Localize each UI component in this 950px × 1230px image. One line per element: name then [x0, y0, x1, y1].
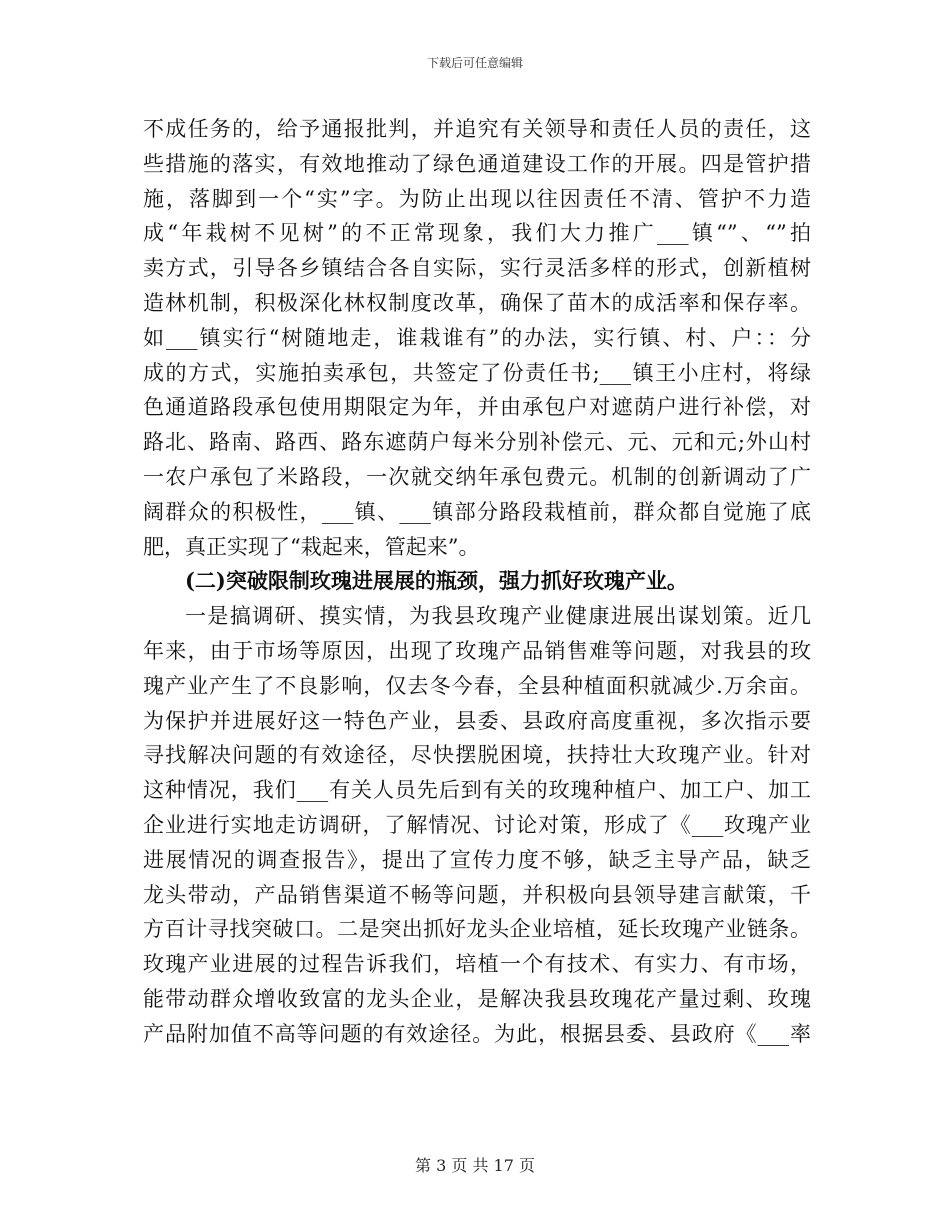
- page-footer: 第 3 页 共 17 页: [415, 1156, 535, 1175]
- text-line: 瑰产业产生了不良影响，仅去冬今春，全县种植面积就减少.万余亩。: [143, 673, 811, 698]
- paragraph-2: [143, 599, 811, 1051]
- text-line: 色通道路段承包使用期限定为年，并由承包户对遮荫户进行补偿，对: [143, 395, 811, 420]
- body-text: [143, 112, 811, 1052]
- section-heading: (二)突破限制玫瑰进展展的瓶颈，强力抓好玫瑰产业。: [185, 568, 688, 594]
- text-line: 路北、路南、路西、路东遮荫户每米分别补偿元、元、元和元;外山村: [143, 430, 811, 455]
- text-line: 阔群众的积极性，___镇、___镇部分路段栽植前，群众都自觉施了底: [143, 499, 811, 524]
- text-line: 一农户承包了米路段，一次就交纳年承包费元。机制的创新调动了广: [143, 464, 811, 489]
- text-line: 这种情况，我们___有关人员先后到有关的玫瑰种植户、加工户、加工: [143, 778, 811, 803]
- text-line: 如___镇实行“树随地走，谁栽谁有”的办法，实行镇、村、户：：分: [143, 325, 811, 350]
- text-line: 肥，真正实现了“栽起来，管起来”。: [143, 534, 480, 559]
- text-line: 能带动群众增收致富的龙头企业，是解决我县玫瑰花产量过剩、玫瑰: [143, 986, 811, 1011]
- text-line: 一是搞调研、摸实情，为我县玫瑰产业健康进展出谋划策。近几: [185, 604, 811, 629]
- text-line: 龙头带动，产品销售渠道不畅等问题，并积极向县领导建言献策，千: [143, 882, 811, 907]
- text-line: 些措施的落实，有效地推动了绿色通道建设工作的开展。四是管护措: [143, 151, 811, 176]
- text-line: 产品附加值不高等问题的有效途径。为此，根据县委、县政府《___率: [143, 1021, 811, 1046]
- text-line: 成“年栽树不见树”的不正常现象，我们大力推广___镇“”、“”拍: [143, 221, 811, 246]
- text-line: 造林机制，积极深化林权制度改革，确保了苗木的成活率和保存率。: [143, 290, 811, 315]
- text-line: 为保护并进展好这一特色产业，县委、县政府高度重视，多次指示要: [143, 708, 811, 733]
- text-line: 不成任务的，给予通报批判，并追究有关领导和责任人员的责任，这: [143, 117, 811, 141]
- text-line: 施，落脚到一个“实”字。为防止出现以往因责任不清、管护不力造: [143, 186, 811, 211]
- paragraph-1: [143, 112, 811, 564]
- text-line: 进展情况的调查报告》，提出了宣传力度不够，缺乏主导产品，缺乏: [143, 847, 811, 872]
- text-line: 卖方式，引导各乡镇结合各自实际，实行灵活多样的形式，创新植树: [143, 256, 811, 281]
- page-header: 下载后可任意编辑: [426, 56, 523, 70]
- text-line: 成的方式，实施拍卖承包，共签定了份责任书;___镇王小庄村，将绿: [143, 360, 811, 385]
- text-line: 年来，由于市场等原因，出现了玫瑰产品销售难等问题，对我县的玫: [143, 638, 811, 663]
- text-line: 企业进行实地走访调研，了解情况、讨论对策，形成了《___玫瑰产业: [143, 812, 811, 837]
- text-line: 寻找解决问题的有效途径，尽快摆脱困境，扶持壮大玫瑰产业。针对: [143, 743, 811, 768]
- text-line: 玫瑰产业进展的过程告诉我们，培植一个有技术、有实力、有市场，: [143, 952, 811, 977]
- text-line: 方百计寻找突破口。二是突出抓好龙头企业培植，延长玫瑰产业链条。: [143, 917, 811, 942]
